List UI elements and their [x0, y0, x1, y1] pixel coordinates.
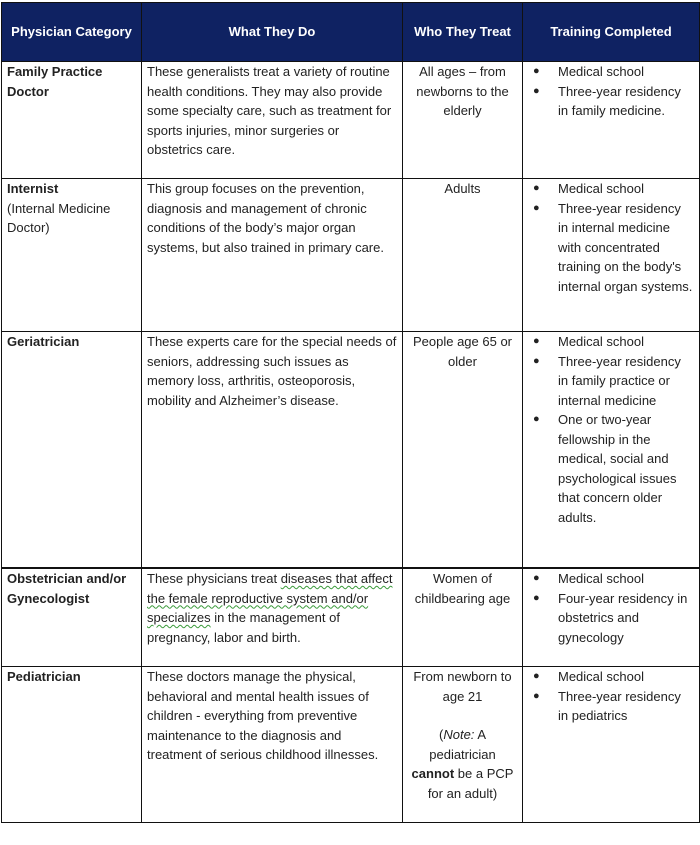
category-cell — [2, 332, 142, 569]
who-they-treat-cell: Adults — [403, 179, 523, 332]
bullet-icon: ● — [533, 572, 540, 584]
bullet-icon: ● — [533, 354, 540, 367]
table-row-pediatrician — [2, 667, 700, 823]
training-item: ● One or two-year fellowship in the medical, social and psychological issues that concern older adults. — [533, 412, 677, 525]
training-item: ● Three-year residency in pediatrics — [533, 688, 681, 723]
physician-comparison-table — [1, 2, 700, 823]
training-item: ● Medical school — [528, 667, 694, 687]
who-they-treat-cell: People age 65 or older — [403, 332, 523, 569]
training-item: ● Three-year residency in family practice or internal medicine — [533, 353, 681, 408]
who-they-treat-cell: All ages – from newborns to the elderly — [403, 62, 523, 179]
training-cell — [523, 568, 700, 667]
category-cell — [2, 179, 142, 332]
training-cell — [523, 332, 700, 569]
bullet-icon: ● — [533, 413, 540, 425]
bullet-icon: ● — [533, 201, 540, 214]
bullet-icon: ● — [533, 335, 540, 347]
table-row-obgyn — [2, 568, 700, 667]
category-label: Geriatrician — [7, 334, 80, 349]
training-list — [528, 569, 694, 647]
who-they-treat-cell: Women of childbearing age — [403, 568, 523, 667]
training-list — [528, 62, 694, 121]
training-list — [528, 179, 694, 296]
description-cell: This group focuses on the prevention, diagnosis and management of chronic conditions of the body’s major organ systems, but also trained in primary care. — [142, 179, 403, 332]
category-cell — [2, 62, 142, 179]
header-who-they-treat: Who They Treat — [403, 3, 523, 62]
training-list — [528, 667, 694, 726]
training-item: ● Three-year residency in family medicine. — [533, 83, 681, 118]
bullet-icon: ● — [533, 591, 540, 604]
who-they-treat-cell: From newborn to age 21 (Note: A pediatrician cannot be a PCP for an adult) — [403, 667, 523, 823]
training-item: ● Medical school — [528, 569, 694, 589]
table-row-geriatrician — [2, 332, 700, 569]
table-row-family-practice — [2, 62, 700, 179]
training-item: ● Three-year residency in internal medicine with concentrated training on the body's internal organ systems. — [533, 200, 693, 294]
category-cell — [2, 667, 142, 823]
spellcheck-flagged-text: diseases that affect the female reproductive system and/or specializes — [147, 571, 393, 625]
training-item: ● Medical school — [528, 332, 694, 352]
pediatrician-note: (Note: A pediatrician cannot be a PCP for an adult) — [411, 727, 514, 801]
training-item: ● Medical school — [528, 62, 694, 82]
header-physician-category: Physician Category — [2, 3, 142, 62]
header-what-they-do: What They Do — [142, 3, 403, 62]
training-cell — [523, 667, 700, 823]
training-item: ● Medical school — [528, 179, 694, 199]
table-row-internist — [2, 179, 700, 332]
description-cell: These experts care for the special needs of seniors, addressing such issues as memory loss, arthritis, osteoporosis, mobility and Alzheimer’s disease. — [142, 332, 403, 569]
bullet-icon: ● — [533, 670, 540, 682]
training-cell — [523, 62, 700, 179]
category-sublabel: (Internal Medicine Doctor) — [7, 200, 111, 235]
category-label: Internist — [7, 181, 59, 196]
description-cell: These physicians treat diseases that affect the female reproductive system and/or specializes in the management of pregnancy, labor and birth. — [142, 568, 403, 667]
bullet-icon: ● — [533, 182, 540, 194]
category-label: Family Practice Doctor — [7, 64, 103, 99]
bullet-icon: ● — [533, 689, 540, 702]
bullet-icon: ● — [533, 65, 540, 77]
description-cell: These generalists treat a variety of routine health conditions. They may also provide some specialty care, such as treatment for sports injuries, minor surgeries or obstetrics care. — [142, 62, 403, 179]
training-list — [528, 332, 694, 527]
category-label: Obstetrician and/or Gynecologist — [7, 571, 127, 606]
category-cell — [2, 568, 142, 667]
header-training-completed: Training Completed — [523, 3, 700, 62]
training-item: ● Four-year residency in obstetrics and gynecology — [533, 590, 688, 645]
bullet-icon: ● — [533, 84, 540, 97]
description-cell: These doctors manage the physical, behavioral and mental health issues of children - everything from preventive maintenance to the diagnosis and treatment of serious childhood illnesses. — [142, 667, 403, 823]
header-row — [2, 3, 700, 62]
training-cell — [523, 179, 700, 332]
category-label: Pediatrician — [7, 669, 81, 684]
